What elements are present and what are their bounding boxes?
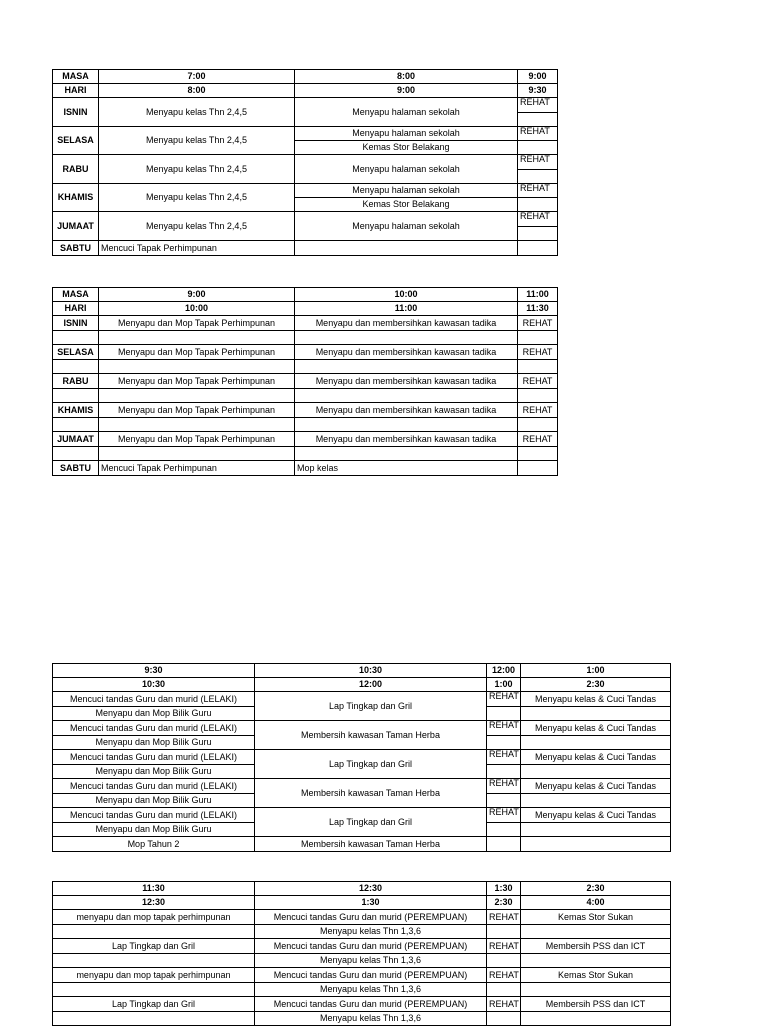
day-label: JUMAAT <box>53 432 99 447</box>
task-cell: Membersih kawasan Taman Herba <box>255 779 487 808</box>
task-cell: Menyapu dan Mop Tapak Perhimpunan <box>99 432 295 447</box>
empty-cell <box>518 227 558 241</box>
break-cell: REHAT <box>518 432 558 447</box>
empty-cell <box>518 198 558 212</box>
empty-cell <box>518 389 558 403</box>
break-cell: REHAT <box>518 98 558 113</box>
header-time-end: 4:00 <box>521 896 671 910</box>
empty-cell <box>53 447 99 461</box>
task-cell: Lap Tingkap dan Gril <box>255 750 487 779</box>
empty-cell <box>518 141 558 155</box>
day-label: SELASA <box>53 345 99 360</box>
header-hari: HARI <box>53 302 99 316</box>
task-cell <box>518 461 558 476</box>
empty-cell <box>295 447 518 461</box>
empty-cell <box>518 170 558 184</box>
task-cell: Menyapu kelas Thn 2,4,5 <box>99 127 295 155</box>
empty-cell <box>99 447 295 461</box>
task-cell <box>518 241 558 256</box>
empty-cell <box>295 360 518 374</box>
empty-cell <box>521 1012 671 1026</box>
task-cell: Menyapu dan membersihkan kawasan tadika <box>295 432 518 447</box>
task-cell: Membersih PSS dan ICT <box>521 939 671 954</box>
day-label: SABTU <box>53 461 99 476</box>
empty-cell <box>487 925 521 939</box>
break-cell: REHAT <box>518 374 558 389</box>
task-cell: Menyapu dan Mop Bilik Guru <box>53 765 255 779</box>
header-time-start: 11:30 <box>53 882 255 896</box>
task-cell: Menyapu dan Mop Tapak Perhimpunan <box>99 316 295 331</box>
header-time-end: 9:00 <box>295 84 518 98</box>
empty-cell <box>521 765 671 779</box>
task-cell: Menyapu dan Mop Tapak Perhimpunan <box>99 374 295 389</box>
schedule-table-2 <box>52 287 558 476</box>
break-cell: REHAT <box>487 997 521 1012</box>
task-cell: Menyapu halaman sekolah <box>295 184 518 198</box>
task-cell: Menyapu dan membersihkan kawasan tadika <box>295 374 518 389</box>
header-time-end: 2:30 <box>487 896 521 910</box>
header-time-start: 10:00 <box>295 288 518 302</box>
break-cell: REHAT <box>487 910 521 925</box>
task-cell <box>521 837 671 852</box>
empty-cell <box>99 331 295 345</box>
break-cell: REHAT <box>487 750 521 765</box>
header-time-end: 12:00 <box>255 678 487 692</box>
header-time-end: 1:00 <box>487 678 521 692</box>
empty-cell <box>487 736 521 750</box>
empty-cell <box>295 389 518 403</box>
schedule-table-1 <box>52 69 558 256</box>
task-cell: Lap Tingkap dan Gril <box>53 997 255 1012</box>
empty-cell <box>53 389 99 403</box>
schedule-table-4 <box>52 881 671 1026</box>
header-time-start: 7:00 <box>99 70 295 84</box>
task-cell: Mop kelas <box>295 461 518 476</box>
header-time-start: 1:30 <box>487 882 521 896</box>
task-cell: Menyapu kelas & Cuci Tandas <box>521 721 671 736</box>
task-cell: Mencuci tandas Guru dan murid (PEREMPUAN) <box>255 910 487 925</box>
task-cell: Mencuci tandas Guru dan murid (LELAKI) <box>53 750 255 765</box>
header-time-end: 12:30 <box>53 896 255 910</box>
day-label: ISNIN <box>53 316 99 331</box>
task-cell: Kemas Stor Sukan <box>521 910 671 925</box>
empty-cell <box>521 823 671 837</box>
task-cell: Mencuci tandas Guru dan murid (PEREMPUAN) <box>255 939 487 954</box>
task-cell: Mencuci Tapak Perhimpunan <box>99 241 295 256</box>
task-cell: Menyapu kelas Thn 1,3,6 <box>255 954 487 968</box>
task-cell: Menyapu kelas & Cuci Tandas <box>521 779 671 794</box>
day-label: RABU <box>53 374 99 389</box>
task-cell: Menyapu dan membersihkan kawasan tadika <box>295 316 518 331</box>
day-label: KHAMIS <box>53 403 99 418</box>
empty-cell <box>487 707 521 721</box>
schedule-table-3 <box>52 663 671 852</box>
task-cell: Menyapu kelas Thn 1,3,6 <box>255 983 487 997</box>
task-cell: Menyapu halaman sekolah <box>295 98 518 127</box>
day-label: SABTU <box>53 241 99 256</box>
header-masa: MASA <box>53 288 99 302</box>
empty-cell <box>99 418 295 432</box>
task-cell: Mencuci tandas Guru dan murid (LELAKI) <box>53 808 255 823</box>
header-time-start: 1:00 <box>521 664 671 678</box>
task-cell: Menyapu halaman sekolah <box>295 127 518 141</box>
task-cell: Menyapu kelas & Cuci Tandas <box>521 692 671 707</box>
header-time-end: 8:00 <box>99 84 295 98</box>
task-cell: Menyapu halaman sekolah <box>295 155 518 184</box>
task-cell: Menyapu kelas Thn 1,3,6 <box>255 1012 487 1026</box>
task-cell: Menyapu kelas & Cuci Tandas <box>521 808 671 823</box>
header-time-start: 9:30 <box>53 664 255 678</box>
break-cell: REHAT <box>518 155 558 170</box>
empty-cell <box>518 360 558 374</box>
task-cell: Mencuci tandas Guru dan murid (LELAKI) <box>53 779 255 794</box>
header-hari: HARI <box>53 84 99 98</box>
empty-cell <box>295 418 518 432</box>
task-cell: Lap Tingkap dan Gril <box>255 808 487 837</box>
day-label: KHAMIS <box>53 184 99 212</box>
task-cell: Menyapu kelas Thn 1,3,6 <box>255 925 487 939</box>
empty-cell <box>53 331 99 345</box>
task-cell: Menyapu halaman sekolah <box>295 212 518 241</box>
break-cell: REHAT <box>487 692 521 707</box>
header-time-end: 10:00 <box>99 302 295 316</box>
empty-cell <box>53 983 255 997</box>
break-cell: REHAT <box>518 212 558 227</box>
header-time-start: 8:00 <box>295 70 518 84</box>
empty-cell <box>53 418 99 432</box>
header-time-start: 10:30 <box>255 664 487 678</box>
empty-cell <box>53 360 99 374</box>
header-time-start: 9:00 <box>518 70 558 84</box>
task-cell: Membersih PSS dan ICT <box>521 997 671 1012</box>
empty-cell <box>295 331 518 345</box>
break-cell: REHAT <box>487 968 521 983</box>
break-cell: REHAT <box>518 345 558 360</box>
empty-cell <box>487 823 521 837</box>
task-cell: Lap Tingkap dan Gril <box>53 939 255 954</box>
header-time-start: 9:00 <box>99 288 295 302</box>
task-cell: Kemas Stor Belakang <box>295 198 518 212</box>
task-cell: Menyapu dan Mop Bilik Guru <box>53 794 255 808</box>
empty-cell <box>53 1012 255 1026</box>
task-cell: Menyapu dan Mop Tapak Perhimpunan <box>99 345 295 360</box>
empty-cell <box>521 954 671 968</box>
task-cell: Menyapu dan Mop Bilik Guru <box>53 707 255 721</box>
empty-cell <box>521 925 671 939</box>
empty-cell <box>521 983 671 997</box>
header-time-start: 12:30 <box>255 882 487 896</box>
empty-cell <box>518 331 558 345</box>
task-cell: Membersih kawasan Taman Herba <box>255 837 487 852</box>
day-label: RABU <box>53 155 99 184</box>
empty-cell <box>53 954 255 968</box>
header-masa: MASA <box>53 70 99 84</box>
empty-cell <box>521 794 671 808</box>
task-cell: Menyapu dan membersihkan kawasan tadika <box>295 345 518 360</box>
empty-cell <box>518 418 558 432</box>
empty-cell <box>487 954 521 968</box>
empty-cell <box>521 736 671 750</box>
break-cell: REHAT <box>487 808 521 823</box>
task-cell: Mop Tahun 2 <box>53 837 255 852</box>
break-cell: REHAT <box>487 939 521 954</box>
empty-cell <box>518 447 558 461</box>
break-cell: REHAT <box>518 403 558 418</box>
day-label: ISNIN <box>53 98 99 127</box>
task-cell: Menyapu dan Mop Tapak Perhimpunan <box>99 403 295 418</box>
empty-cell <box>487 765 521 779</box>
header-time-end: 2:30 <box>521 678 671 692</box>
empty-cell <box>487 1012 521 1026</box>
header-time-end: 9:30 <box>518 84 558 98</box>
day-label: SELASA <box>53 127 99 155</box>
break-cell: REHAT <box>487 721 521 736</box>
empty-cell <box>487 983 521 997</box>
empty-cell <box>518 113 558 127</box>
header-time-end: 11:00 <box>295 302 518 316</box>
empty-cell <box>53 925 255 939</box>
task-cell: Menyapu kelas Thn 2,4,5 <box>99 184 295 212</box>
task-cell <box>295 241 518 256</box>
break-cell: REHAT <box>518 127 558 141</box>
header-time-start: 2:30 <box>521 882 671 896</box>
break-cell: REHAT <box>518 184 558 198</box>
task-cell: Mencuci tandas Guru dan murid (PEREMPUAN) <box>255 997 487 1012</box>
task-cell: Mencuci tandas Guru dan murid (LELAKI) <box>53 692 255 707</box>
task-cell: menyapu dan mop tapak perhimpunan <box>53 910 255 925</box>
task-cell: Menyapu dan membersihkan kawasan tadika <box>295 403 518 418</box>
empty-cell <box>521 707 671 721</box>
task-cell: Menyapu kelas Thn 2,4,5 <box>99 212 295 241</box>
task-cell: Lap Tingkap dan Gril <box>255 692 487 721</box>
task-cell: menyapu dan mop tapak perhimpunan <box>53 968 255 983</box>
break-cell: REHAT <box>487 779 521 794</box>
header-time-start: 12:00 <box>487 664 521 678</box>
task-cell: Mencuci tandas Guru dan murid (LELAKI) <box>53 721 255 736</box>
task-cell: Menyapu kelas & Cuci Tandas <box>521 750 671 765</box>
task-cell: Menyapu dan Mop Bilik Guru <box>53 823 255 837</box>
task-cell: Kemas Stor Sukan <box>521 968 671 983</box>
task-cell: Menyapu dan Mop Bilik Guru <box>53 736 255 750</box>
empty-cell <box>99 389 295 403</box>
day-label: JUMAAT <box>53 212 99 241</box>
task-cell: Menyapu kelas Thn 2,4,5 <box>99 155 295 184</box>
header-time-end: 1:30 <box>255 896 487 910</box>
task-cell: Mencuci Tapak Perhimpunan <box>99 461 295 476</box>
header-time-end: 10:30 <box>53 678 255 692</box>
task-cell <box>487 837 521 852</box>
task-cell: Kemas Stor Belakang <box>295 141 518 155</box>
task-cell: Menyapu kelas Thn 2,4,5 <box>99 98 295 127</box>
break-cell: REHAT <box>518 316 558 331</box>
header-time-end: 11:30 <box>518 302 558 316</box>
task-cell: Mencuci tandas Guru dan murid (PEREMPUAN) <box>255 968 487 983</box>
empty-cell <box>487 794 521 808</box>
empty-cell <box>99 360 295 374</box>
header-time-start: 11:00 <box>518 288 558 302</box>
task-cell: Membersih kawasan Taman Herba <box>255 721 487 750</box>
